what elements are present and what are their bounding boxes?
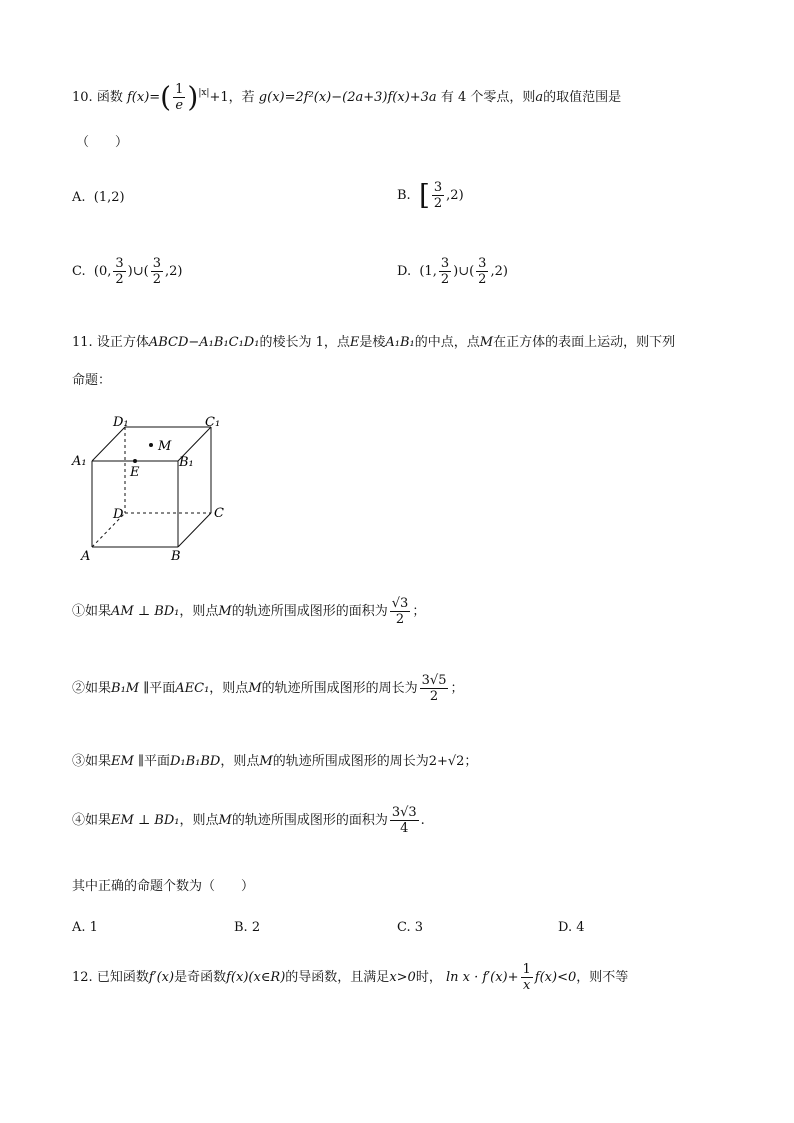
label-c1: C₁ [205, 415, 221, 430]
q10-option-b[interactable]: B. [ $\frac{3}{2}$ ,2) [397, 178, 464, 212]
q11-statement-3: ③如果EM ∥平面D₁B₁BD，则点M的轨迹所围成图形的周长为2+√2； [72, 754, 478, 769]
cube-figure [70, 410, 240, 565]
q10-option-a[interactable]: A. (1,2) [72, 190, 125, 205]
label-e: E [130, 465, 140, 480]
label-a: A [81, 549, 91, 564]
q10-blank: （ ） [76, 135, 129, 150]
q11-stem-line1: 11. 设正方体ABCD−A₁B₁C₁D₁的棱长为 1，点E是棱A₁B₁的中点，点M在正方体的表面上运动，则下列 [72, 335, 676, 350]
label-c: C [214, 506, 224, 521]
q11-option-c[interactable]: C. 3 [397, 920, 424, 935]
label-d: D [113, 507, 124, 522]
edge-bc [178, 513, 211, 547]
label-a1: A₁ [72, 454, 87, 469]
q10-frac: $\frac{1}{e}$ [175, 82, 184, 113]
q11-statement-2: ②如果B₁M ∥平面AEC₁，则点M的轨迹所围成图形的周长为 $\frac{3√5}{2}$ ； [72, 673, 464, 704]
q11-option-b[interactable]: B. 2 [234, 920, 261, 935]
q11-statement-1: ①如果AM ⊥ BD₁，则点M的轨迹所围成图形的面积为 $\frac{√3}{2}$ ； [72, 596, 426, 627]
q10-number: 10. [72, 90, 93, 105]
q11-stem-line2: 命题： [72, 373, 112, 388]
point-e [133, 459, 137, 463]
q11-number: 11. [72, 335, 93, 350]
q11-option-d[interactable]: D. 4 [558, 920, 585, 935]
label-b: B [171, 549, 181, 564]
q10-option-d[interactable]: D. (1, $\frac{3}{2}$ )∪( $\frac{3}{2}$ ,2) [397, 256, 508, 287]
label-d1: D₁ [113, 415, 129, 430]
q11-statement-4: ④如果EM ⊥ BD₁，则点M的轨迹所围成图形的面积为 $\frac{3√3}{4}$ . [72, 805, 425, 836]
q11-option-a[interactable]: A. 1 [72, 920, 98, 935]
q10-option-c[interactable]: C. (0, $\frac{3}{2}$ )∪( $\frac{3}{2}$ ,2) [72, 256, 183, 287]
edge-a1d1 [92, 427, 125, 461]
q10-stem: 10. 函数 f(x)=( $\frac{1}{e}$ )$^{|x|}$+1，若 g(x)=2f²(x)−(2a+3)f(x)+3a 有 4 个零点，则a的取值范围是 [72, 80, 622, 114]
label-m: M [158, 439, 172, 454]
q12-stem: 12. 已知函数f′(x)是奇函数f(x)(x∈R)的导函数，且满足x>0时， ln x · f′(x)+ $\frac{1}{x}$ f(x)<0，则不等 [72, 962, 629, 993]
q11-question: 其中正确的命题个数为（ ） [72, 879, 255, 894]
q12-number: 12. [72, 970, 93, 985]
point-m [149, 443, 153, 447]
label-b1: B₁ [179, 455, 194, 470]
